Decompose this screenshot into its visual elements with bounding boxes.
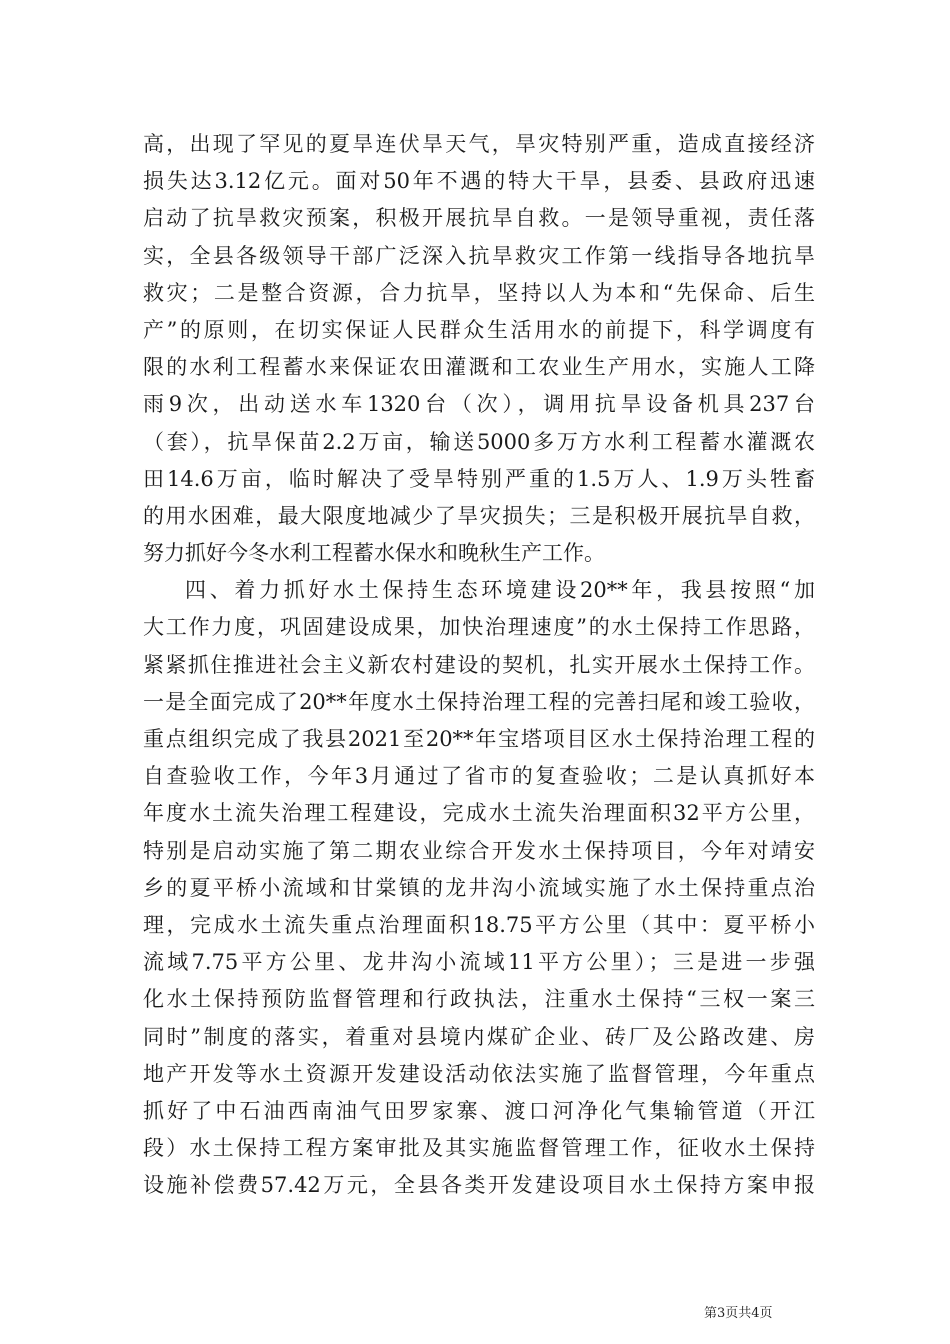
text-line: 四、着力抓好水土保持生态环境建设20**年，我县按照“加 [185,578,815,603]
text-line: 流域7.75平方公里、龙井沟小流域11平方公里）；三是进一步强 [143,950,815,975]
text-line: 年度水土流失治理工程建设，完成水土流失治理面积32平方公里， [143,801,815,826]
text-line: 抓好了中石油西南油气田罗家寨、渡口河净化气集输管道（开江 [143,1098,815,1123]
text-line: 的用水困难，最大限度地减少了旱灾损失；三是积极开展抗旱自救， [143,503,815,528]
text-line: 限的水利工程蓄水来保证农田灌溉和工农业生产用水，实施人工降 [143,355,815,380]
text-line: 努力抓好今冬水利工程蓄水保水和晚秋生产工作。 [143,541,605,566]
text-line: 特别是启动实施了第二期农业综合开发水土保持项目，今年对靖安 [143,838,815,863]
text-line: 田14.6万亩，临时解决了受旱特别严重的1.5万人、1.9万头牲畜 [143,466,815,491]
text-line: 自查验收工作，今年3月通过了省市的复查验收；二是认真抓好本 [143,764,815,789]
paragraph-drought-relief [143,126,815,572]
text-line: 设施补偿费57.42万元，全县各类开发建设项目水土保持方案申报 [143,1173,815,1198]
text-line: 实，全县各级领导干部广泛深入抗旱救灾工作第一线指导各地抗旱 [143,243,815,268]
text-line: 段）水土保持工程方案审批及其实施监督管理工作，征收水土保持 [143,1136,815,1161]
text-line: 高，出现了罕见的夏旱连伏旱天气，旱灾特别严重，造成直接经济 [143,132,815,156]
document-body [143,126,815,1204]
text-line: 一是全面完成了20**年度水土保持治理工程的完善扫尾和竣工验收， [143,689,815,714]
text-line: 紧紧抓住推进社会主义新农村建设的契机，扎实开展水土保持工作。 [143,652,815,677]
paragraph-soil-conservation [143,572,815,1204]
text-line: 雨9次，出动送水车1320台（次），调用抗旱设备机具237台 [143,392,815,417]
text-line: 启动了抗旱救灾预案，积极开展抗旱自救。一是领导重视，责任落 [143,206,815,231]
text-line: 乡的夏平桥小流域和甘棠镇的龙井沟小流域实施了水土保持重点治 [143,875,815,900]
text-line: 产”的原则，在切实保证人民群众生活用水的前提下，科学调度有 [143,317,815,342]
text-line: 重点组织完成了我县2021至20**年宝塔项目区水土保持治理工程的 [143,727,815,751]
text-line: 地产开发等水土资源开发建设活动依法实施了监督管理，今年重点 [143,1061,815,1086]
text-line: （套），抗旱保苗2.2万亩，输送5000多万方水利工程蓄水灌溉农 [143,429,815,454]
text-line: 同时”制度的落实，着重对县境内煤矿企业、砖厂及公路改建、房 [143,1024,815,1049]
page-number: 第3页共4页 [704,1306,773,1321]
text-line: 损失达3.12亿元。面对50年不遇的特大干旱，县委、县政府迅速 [143,169,815,194]
text-line: 理，完成水土流失重点治理面积18.75平方公里（其中：夏平桥小 [143,912,815,937]
text-line: 大工作力度，巩固建设成果，加快治理速度”的水土保持工作思路， [143,615,815,640]
text-line: 救灾；二是整合资源，合力抗旱，坚持以人为本和“先保命、后生 [143,280,815,305]
text-line: 化水土保持预防监督管理和行政执法，注重水土保持“三权一案三 [143,987,815,1012]
